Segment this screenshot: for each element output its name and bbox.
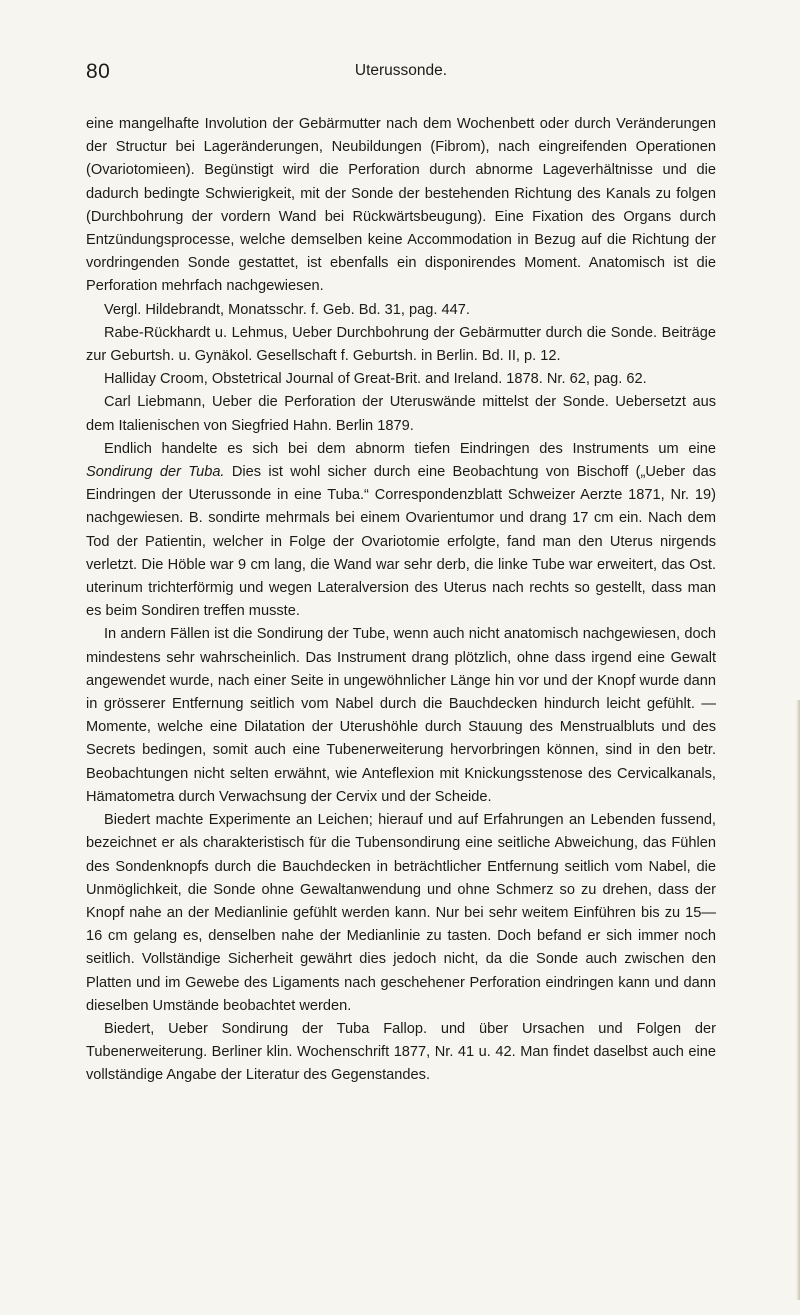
reference-paragraph: Vergl. Hildebrandt, Monatsschr. f. Geb. Bd. 31, pag. 447.: [104, 301, 470, 318]
body-text: [86, 113, 716, 1088]
page-number: 80: [86, 60, 111, 83]
paragraph-text: Dies ist wohl sicher durch eine Beobachtung von Bischoff („Ueber das Eindringen der Uterussonde in eine Tuba.“ Correspondenzblatt Schweizer Aerzte 1871, Nr. 19) nachgewiesen. B. sondirte mehrmals bei einem Ovarientumor und drang 17 cm ein. Nach dem Tod der Patientin, welcher in Folge der Ovariotomie erfolgte, fand man den Uterus nirgends verletzt. Die Höble war 9 cm lang, die Wand war sehr derb, die linke Tube war erweitert, das Ost. uterinum trichterförmig und wegen Lateralversion des Uterus nach rechts so gestellt, dass man es beim Sondiren treffen musste.: [86, 464, 716, 620]
paragraph: eine mangelhafte Involution der Gebärmutter nach dem Wochenbett oder durch Veränderungen der Structur bei Lageränderungen, Neubildungen (Fibrom), nach eingreifenden Operationen (Ovariotomieen). Begünstigt wird die Perforation durch abnorme Lageverhältnisse und die dadurch bedingte Schwierigkeit, mit der Sonde der bestehenden Richtung des Kanals zu folgen (Durchbohrung der vordern Wand bei Rückwärtsbeugung). Eine Fixation des Organs durch Entzündungsprocesse, welche demselben keine Accommodation in Bezug auf die Richtung der vordringenden Sonde gestattet, ist ebenfalls ein disponirendes Moment. Anatomisch ist die Perforation mehrfach nachgewiesen.: [86, 116, 716, 295]
paragraph: In andern Fällen ist die Sondirung der Tube, wenn auch nicht anatomisch nachgewiesen, doch mindestens sehr wahrscheinlich. Das Instrument drang plötzlich, ohne dass irgend eine Gewalt angewendet wurde, nach einer Seite in ungewöhnlicher Länge hin vor und der Knopf wurde dann in grösserer Entfernung seitlich vom Nabel durch die Bauchdecken hindurch leicht gefühlt. — Momente, welche eine Dilatation der Uterushöhle durch Stauung des Menstrualbluts und des Secrets bedingen, somit auch eine Tubenerweiterung hervorbringen können, sind in den betr. Beobachtungen nicht selten erwähnt, wie Anteflexion mit Knickungsstenose des Cervicalkanals, Hämatometra durch Verwachsung der Cervix und der Scheide.: [86, 626, 716, 805]
reference-paragraph: Rabe-Rückhardt u. Lehmus, Ueber Durchbohrung der Gebärmutter durch die Sonde. Beiträge zur Geburtsh. u. Gynäkol. Gesellschaft f. Geburtsh. in Berlin. Bd. II, p. 12.: [86, 324, 716, 365]
paragraph: [86, 438, 716, 624]
emphasis-text: Sondirung der Tuba.: [86, 464, 225, 481]
reference-paragraph: Halliday Croom, Obstetrical Journal of Great-Brit. and Ireland. 1878. Nr. 62, pag. 62.: [104, 371, 647, 388]
paragraph: Biedert machte Experimente an Leichen; hierauf und auf Erfahrungen an Lebenden fussend, bezeichnet er als charakteristisch für die Tubensondirung eine seitliche Abweichung, das Fühlen des Sondenknopfs durch die Bauchdecken in beträchtlicher Entfernung seitlich vom Nabel, die Unmöglichkeit, die Sonde ohne Gewaltanwendung und ohne Schmerz so zu drehen, dass der Knopf nahe an der Medianlinie gefühlt werden kann. Nur bei sehr weitem Einführen bis zu 15—16 cm gelang es, denselben nahe der Medianlinie zu tasten. Doch befand er sich immer noch seitlich. Vollständige Sicherheit gewährt dies jedoch nicht, da die Sonde auch zwischen den Platten und im Gewebe des Ligaments nach geschehener Perforation eindringen kann und dann dieselben Umstände beobachtet werden.: [86, 812, 716, 1014]
reference-paragraph: Biedert, Ueber Sondirung der Tuba Fallop. und über Ursachen und Folgen der Tubenerweiterung. Berliner klin. Wochenschrift 1877, Nr. 41 u. 42. Man findet daselbst auch eine vollständige Angabe der Literatur des Gegenstandes.: [86, 1020, 716, 1084]
page-edge-shadow: [796, 700, 800, 1300]
paragraph-text: Endlich handelte es sich bei dem abnorm tiefen Eindringen des Instruments um eine: [104, 440, 716, 457]
page-header: [86, 60, 716, 88]
running-title: Uterussonde.: [354, 62, 448, 79]
reference-paragraph: Carl Liebmann, Ueber die Perforation der Uteruswände mittelst der Sonde. Uebersetzt aus dem Italienischen von Siegfried Hahn. Berlin 1879.: [86, 394, 716, 434]
